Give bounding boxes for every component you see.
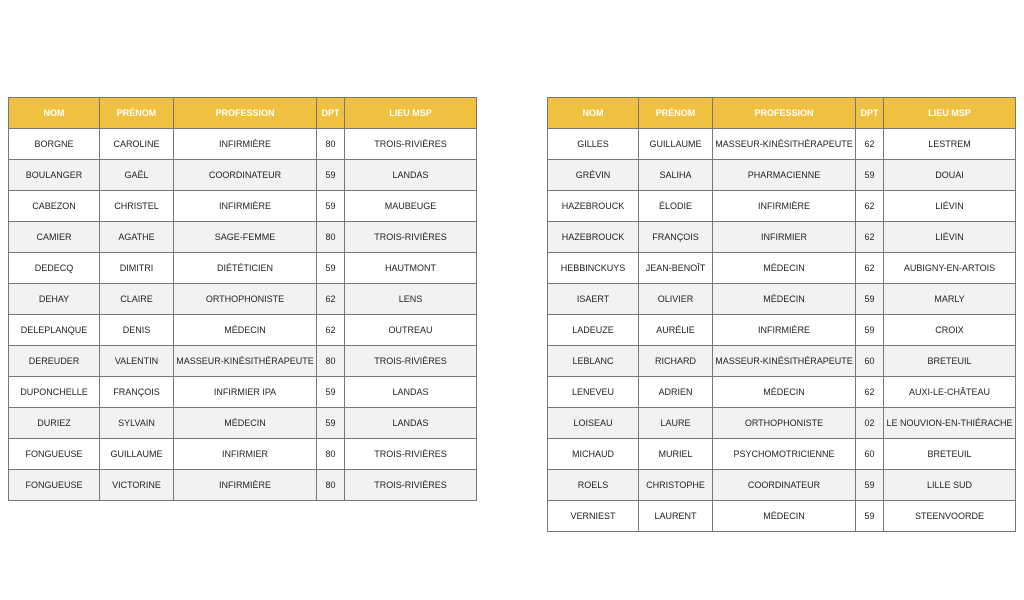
table-row [9,191,477,222]
cell-prenom: DENIS [100,315,174,346]
cell-dpt: 80 [317,129,345,160]
header-lieu-msp: LIEU MSP [884,98,1016,129]
cell-profession: INFIRMIER [174,439,317,470]
cell-prenom: SALIHA [639,160,713,191]
table-row [9,377,477,408]
cell-lieu-msp: LILLE SUD [884,470,1016,501]
cell-profession: MÉDECIN [174,315,317,346]
table-row [548,315,1016,346]
header-dpt: DPT [317,98,345,129]
cell-profession: MÉDECIN [713,501,856,532]
cell-dpt: 62 [856,377,884,408]
cell-lieu-msp: LANDAS [345,377,477,408]
cell-nom: VERNIEST [548,501,639,532]
cell-profession: DIÉTÉTICIEN [174,253,317,284]
cell-lieu-msp: LESTREM [884,129,1016,160]
cell-prenom: GUILLAUME [100,439,174,470]
cell-dpt: 59 [317,191,345,222]
cell-lieu-msp: AUXI-LE-CHÂTEAU [884,377,1016,408]
cell-lieu-msp: TROIS-RIVIÈRES [345,129,477,160]
cell-dpt: 59 [317,253,345,284]
cell-profession: MÉDECIN [713,253,856,284]
cell-prenom: VALENTIN [100,346,174,377]
cell-profession: INFIRMIÈRE [174,470,317,501]
cell-prenom: AURÉLIE [639,315,713,346]
table-row [9,222,477,253]
cell-prenom: DIMITRI [100,253,174,284]
cell-nom: BORGNE [9,129,100,160]
cell-prenom: VICTORINE [100,470,174,501]
table-row [548,470,1016,501]
cell-profession: MASSEUR-KINÉSITHÉRAPEUTE [174,346,317,377]
cell-prenom: FRANÇOIS [100,377,174,408]
cell-prenom: GUILLAUME [639,129,713,160]
table-row [9,470,477,501]
cell-nom: ISAERT [548,284,639,315]
table-row [548,253,1016,284]
table-header-row [548,98,1016,129]
cell-prenom: FRANÇOIS [639,222,713,253]
cell-lieu-msp: BRETEUIL [884,439,1016,470]
table-row [548,501,1016,532]
roster-table-right [547,97,1016,532]
table-row [548,160,1016,191]
cell-profession: COORDINATEUR [174,160,317,191]
cell-dpt: 80 [317,470,345,501]
cell-nom: DEREUDER [9,346,100,377]
cell-profession: INFIRMIÈRE [174,129,317,160]
cell-lieu-msp: LENS [345,284,477,315]
table-row [548,222,1016,253]
cell-nom: GRÉVIN [548,160,639,191]
table-row [548,346,1016,377]
cell-nom: ROELS [548,470,639,501]
table-row [9,439,477,470]
cell-lieu-msp: MAUBEUGE [345,191,477,222]
cell-lieu-msp: OUTREAU [345,315,477,346]
cell-profession: ORTHOPHONISTE [174,284,317,315]
cell-lieu-msp: TROIS-RIVIÈRES [345,346,477,377]
cell-dpt: 62 [317,284,345,315]
cell-prenom: AGATHE [100,222,174,253]
cell-dpt: 59 [856,470,884,501]
cell-lieu-msp: TROIS-RIVIÈRES [345,470,477,501]
cell-dpt: 59 [856,284,884,315]
cell-prenom: LAURENT [639,501,713,532]
header-nom: NOM [548,98,639,129]
roster-table-left [8,97,477,501]
cell-dpt: 59 [856,315,884,346]
cell-prenom: LAURE [639,408,713,439]
header-profession: PROFESSION [174,98,317,129]
cell-profession: MASSEUR-KINÉSITHÉRAPEUTE [713,346,856,377]
cell-nom: CABEZON [9,191,100,222]
cell-profession: PHARMACIENNE [713,160,856,191]
cell-nom: LEBLANC [548,346,639,377]
cell-dpt: 62 [856,222,884,253]
cell-prenom: CHRISTEL [100,191,174,222]
table-row [9,129,477,160]
cell-nom: DEDECQ [9,253,100,284]
cell-lieu-msp: LANDAS [345,408,477,439]
cell-prenom: CHRISTOPHE [639,470,713,501]
cell-prenom: CLAIRE [100,284,174,315]
cell-nom: DUPONCHELLE [9,377,100,408]
table-row [548,377,1016,408]
cell-dpt: 62 [856,253,884,284]
table-row [9,253,477,284]
cell-dpt: 59 [856,160,884,191]
cell-profession: COORDINATEUR [713,470,856,501]
header-profession: PROFESSION [713,98,856,129]
table-row [9,315,477,346]
cell-dpt: 59 [317,160,345,191]
cell-profession: INFIRMIÈRE [713,315,856,346]
cell-nom: FONGUEUSE [9,439,100,470]
cell-prenom: OLIVIER [639,284,713,315]
cell-prenom: CAROLINE [100,129,174,160]
table-row [548,408,1016,439]
header-prenom: PRÉNOM [100,98,174,129]
cell-dpt: 60 [856,346,884,377]
cell-profession: ORTHOPHONISTE [713,408,856,439]
cell-dpt: 59 [856,501,884,532]
cell-lieu-msp: DOUAI [884,160,1016,191]
cell-lieu-msp: BRETEUIL [884,346,1016,377]
header-dpt: DPT [856,98,884,129]
cell-profession: MÉDECIN [713,284,856,315]
cell-nom: HEBBINCKUYS [548,253,639,284]
table-row [548,284,1016,315]
cell-profession: MÉDECIN [713,377,856,408]
cell-lieu-msp: STEENVOORDE [884,501,1016,532]
cell-nom: BOULANGER [9,160,100,191]
cell-lieu-msp: LE NOUVION-EN-THIÉRACHE [884,408,1016,439]
cell-dpt: 60 [856,439,884,470]
cell-profession: INFIRMIER IPA [174,377,317,408]
cell-dpt: 80 [317,346,345,377]
cell-prenom: GAËL [100,160,174,191]
cell-nom: MICHAUD [548,439,639,470]
cell-lieu-msp: HAUTMONT [345,253,477,284]
cell-prenom: MURIEL [639,439,713,470]
cell-lieu-msp: TROIS-RIVIÈRES [345,222,477,253]
cell-nom: DEHAY [9,284,100,315]
table-header-row [9,98,477,129]
cell-lieu-msp: LIÉVIN [884,191,1016,222]
cell-nom: HAZEBROUCK [548,191,639,222]
table-row [548,191,1016,222]
cell-nom: DELEPLANQUE [9,315,100,346]
table-row [9,408,477,439]
cell-dpt: 62 [856,129,884,160]
cell-profession: INFIRMIÈRE [713,191,856,222]
cell-nom: HAZEBROUCK [548,222,639,253]
cell-prenom: SYLVAIN [100,408,174,439]
cell-dpt: 80 [317,222,345,253]
cell-nom: GILLES [548,129,639,160]
cell-dpt: 02 [856,408,884,439]
cell-prenom: ÉLODIE [639,191,713,222]
header-prenom: PRÉNOM [639,98,713,129]
table-row [9,346,477,377]
cell-lieu-msp: TROIS-RIVIÈRES [345,439,477,470]
cell-prenom: ADRIEN [639,377,713,408]
cell-profession: PSYCHOMOTRICIENNE [713,439,856,470]
cell-nom: DURIEZ [9,408,100,439]
cell-nom: LOISEAU [548,408,639,439]
cell-lieu-msp: CROIX [884,315,1016,346]
table-row [9,160,477,191]
cell-nom: CAMIER [9,222,100,253]
header-nom: NOM [9,98,100,129]
table-row [548,129,1016,160]
cell-profession: MÉDECIN [174,408,317,439]
cell-lieu-msp: MARLY [884,284,1016,315]
cell-profession: INFIRMIÈRE [174,191,317,222]
cell-lieu-msp: LANDAS [345,160,477,191]
cell-dpt: 59 [317,377,345,408]
cell-prenom: JEAN-BENOÎT [639,253,713,284]
cell-profession: INFIRMIER [713,222,856,253]
cell-prenom: RICHARD [639,346,713,377]
cell-nom: LADEUZE [548,315,639,346]
cell-dpt: 62 [856,191,884,222]
cell-nom: FONGUEUSE [9,470,100,501]
cell-dpt: 80 [317,439,345,470]
table-row [548,439,1016,470]
cell-dpt: 59 [317,408,345,439]
header-lieu-msp: LIEU MSP [345,98,477,129]
cell-lieu-msp: AUBIGNY-EN-ARTOIS [884,253,1016,284]
cell-profession: SAGE-FEMME [174,222,317,253]
cell-profession: MASSEUR-KINÉSITHÉRAPEUTE [713,129,856,160]
cell-nom: LENEVEU [548,377,639,408]
cell-dpt: 62 [317,315,345,346]
cell-lieu-msp: LIÉVIN [884,222,1016,253]
table-row [9,284,477,315]
